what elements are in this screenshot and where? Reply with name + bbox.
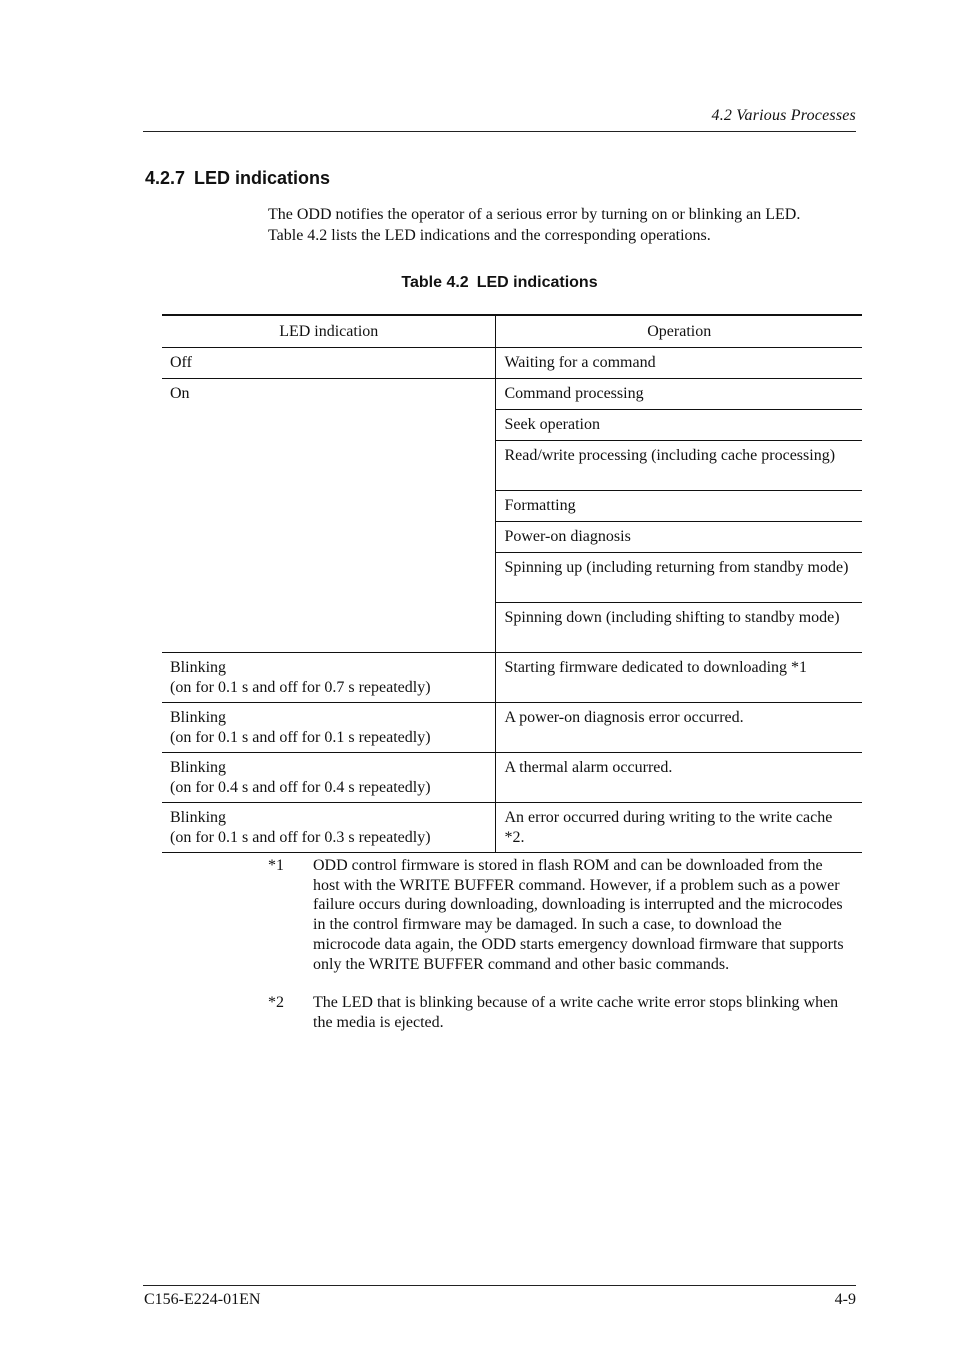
- operation-cell: Seek operation: [496, 410, 862, 441]
- footnote-2: [268, 993, 853, 1032]
- operation-cell: Starting firmware dedicated to downloading *1: [496, 653, 862, 703]
- operation-cell: Power-on diagnosis: [496, 522, 862, 553]
- indication-detail: (on for 0.4 s and off for 0.4 s repeatedly): [170, 778, 431, 796]
- operation-cell: A thermal alarm occurred.: [496, 753, 862, 803]
- header-rule: [143, 131, 856, 132]
- table-row: [162, 653, 862, 703]
- indication-text: Blinking: [170, 659, 227, 676]
- indication-text: Blinking: [170, 709, 227, 726]
- operation-cell: Waiting for a command: [496, 348, 862, 379]
- table-row: [162, 703, 862, 753]
- footnote-mark: *2: [268, 994, 284, 1012]
- column-header-operation: Operation: [496, 315, 862, 348]
- table-row: [162, 753, 862, 803]
- indication-text: Blinking: [170, 759, 227, 776]
- page-number: 4-9: [834, 1291, 856, 1308]
- table-caption-title: LED indications: [476, 274, 598, 291]
- table-row: [162, 379, 862, 410]
- section-number: 4.2.7: [145, 168, 186, 188]
- column-header-led-indication: LED indication: [162, 315, 496, 348]
- section-title: LED indications: [194, 168, 331, 188]
- operation-cell: Spinning up (including returning from standby mode): [496, 553, 862, 603]
- document-code: C156-E224-01EN: [144, 1291, 261, 1308]
- footnote-mark: *1: [268, 857, 284, 874]
- operation-cell: A power-on diagnosis error occurred.: [496, 703, 862, 753]
- running-header: 4.2 Various Processes: [711, 107, 856, 124]
- operation-cell: Read/write processing (including cache processing): [496, 441, 862, 491]
- indication-text: On: [170, 385, 190, 402]
- indication-detail: (on for 0.1 s and off for 0.1 s repeatedly): [170, 728, 431, 746]
- table-row: [162, 803, 862, 853]
- operation-cell: An error occurred during writing to the write cache *2.: [496, 803, 862, 853]
- section-heading: [145, 168, 330, 189]
- table-row: [162, 348, 862, 379]
- operation-cell: Formatting: [496, 491, 862, 522]
- footnote-text: The LED that is blinking because of a write cache write error stops blinking when the media is ejected.: [313, 994, 839, 1031]
- indication-cell: [162, 653, 496, 703]
- indication-cell: [162, 348, 496, 379]
- footnote-text: ODD control firmware is stored in flash ROM and can be downloaded from the host with the WRITE BUFFER command. However, if a problem such as a power failure occurs during downloading, downloading is interrupted and the microcodes in the control firmware may be damaged. In such a case, to download the microcode data again, the ODD starts emergency download firmware that supports only the WRITE BUFFER command and other basic commands.: [313, 857, 844, 973]
- operation-cell: Command processing: [496, 379, 862, 410]
- table-header-row: [162, 315, 862, 348]
- indication-detail: (on for 0.1 s and off for 0.7 s repeatedly): [170, 678, 431, 696]
- led-indications-table: [162, 314, 862, 853]
- table-caption: [143, 274, 856, 292]
- indication-cell: [162, 803, 496, 853]
- intro-paragraph: The ODD notifies the operator of a serious error by turning on or blinking an LED. Table 4.2 lists the LED indications and the corresponding operations.: [268, 206, 801, 244]
- indication-cell: [162, 379, 496, 653]
- indication-cell: [162, 703, 496, 753]
- operation-cell: Spinning down (including shifting to standby mode): [496, 603, 862, 653]
- footnote-1: [268, 856, 853, 974]
- indication-text: Blinking: [170, 809, 227, 826]
- indication-cell: [162, 753, 496, 803]
- table-caption-number: Table 4.2: [401, 274, 469, 291]
- indication-text: Off: [170, 354, 192, 371]
- footer-rule: [143, 1285, 856, 1286]
- footnotes: [268, 856, 853, 1033]
- indication-detail: (on for 0.1 s and off for 0.3 s repeatedly): [170, 828, 431, 846]
